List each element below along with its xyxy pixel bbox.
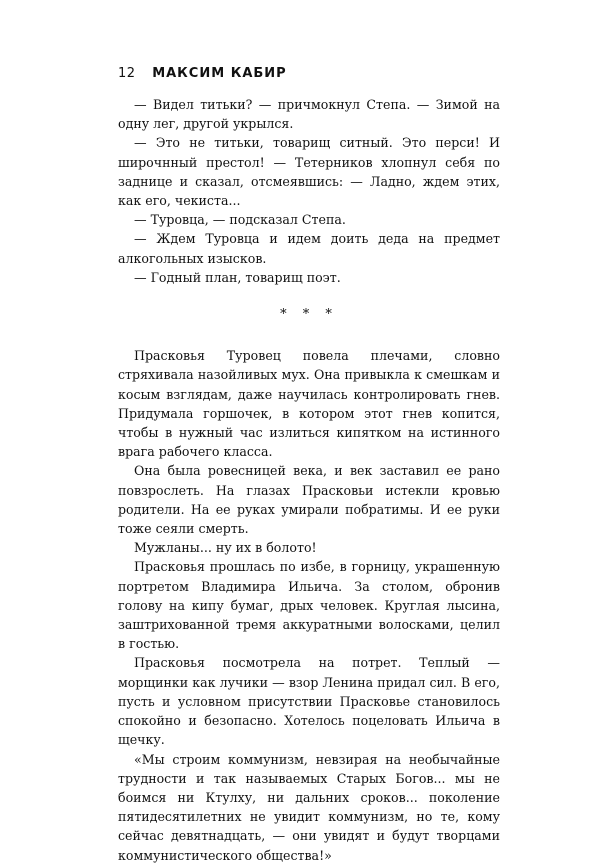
paragraph: — Ждем Туровца и идем доить деда на предмет алкогольных изысков. (118, 231, 500, 266)
paragraph: — Годный план, товарищ поэт. (134, 269, 341, 285)
narrative-section (118, 346, 500, 864)
paragraph: Прасковья прошлась по избе, в горницу, украшенную портретом Владимира Ильича. За столом, обронив голову на кипу бумаг, дрых человек. Круглая лысина, заштрихованной тремя аккуратными волосками, целил в гостью. (118, 559, 500, 652)
paragraph: Мужланы... ну их в болото! (134, 540, 317, 556)
body-text (118, 95, 500, 865)
page-number: 12 (118, 66, 136, 81)
paragraph: Прасковья посмотрела на потрет. Теплый — морщинки как лучики — взор Ленина придал сил. В его, пусть и условном присутствии Прасковье становилось спокойно и безопасно. Хотелось поцеловать Ильича в щечку. (118, 655, 500, 748)
paragraph: — Это не титьки, товарищ ситный. Это перси! И широчнный престол! — Тетерников хлопнул себя по заднице и сказал, отсмеявшись: — Ладно, ждем этих, как его, чекиста... (118, 135, 500, 209)
author-name: МАКСИМ КАБИР (152, 66, 287, 81)
paragraph: — Видел титьки? — причмокнул Степа. — Зимой на одну лег, другой укрылся. (118, 97, 500, 132)
running-header (118, 66, 287, 81)
paragraph: Она была ровесницей века, и век заставил ее рано повзрослеть. На глазах Прасковьи истекли кровью родители. На ее руках умирали побратимы. И ее руки тоже сеяли смерть. (118, 463, 500, 537)
dialogue-section (118, 95, 500, 287)
section-separator: * * * (280, 307, 338, 323)
paragraph: — Туровца, — подсказал Степа. (134, 212, 346, 228)
paragraph: «Мы строим коммунизм, невзирая на необычайные трудности и так называемых Старых Богов... мы не боимся ни Ктулху, ни дальних сроков... поколение пятидесятилетних не увидит коммунизм, но те, кому сейчас девятнадцать, — они увидят и будут творцами коммунистического общества!» (118, 751, 500, 863)
paragraph: Прасковья Туровец повела плечами, словно стряхивала назойливых мух. Она привыкла к смешкам и косым взглядам, даже научилась контролировать гнев. Придумала горшочек, в котором этот гнев копится, чтобы в нужный час излиться кипятком на истинного врага рабочего класса. (118, 348, 500, 460)
